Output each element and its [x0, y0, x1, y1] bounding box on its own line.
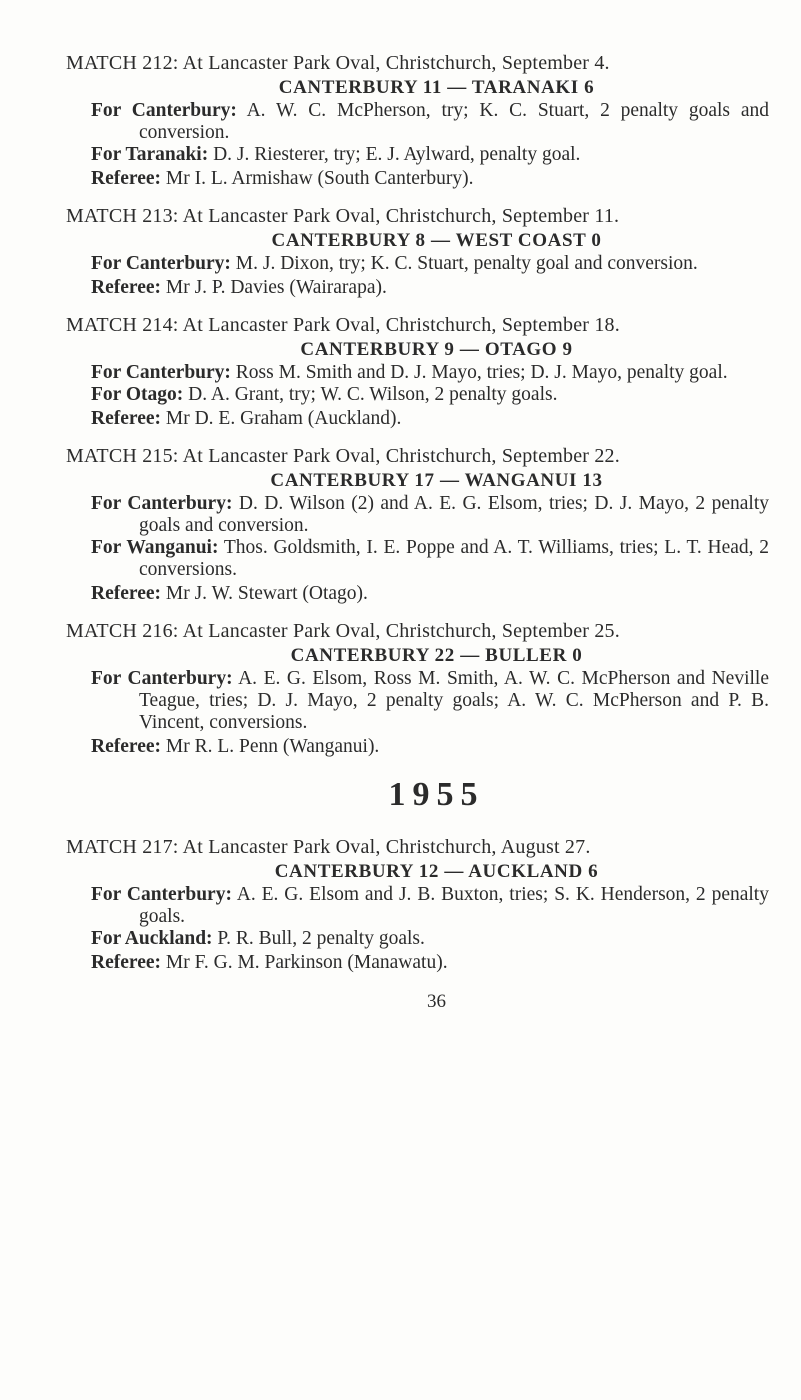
scorers-entry	[66, 537, 769, 581]
referee-name: Mr I. L. Armishaw (South Canterbury).	[165, 168, 474, 189]
team-label: For Canterbury:	[91, 253, 231, 274]
scorers-entry	[66, 144, 769, 166]
match-result: CANTERBURY 22 — BULLER 0	[290, 645, 583, 666]
referee-label: Referee:	[91, 952, 161, 973]
referee-label: Referee:	[91, 736, 161, 757]
team-label: For Taranaki:	[91, 144, 209, 165]
scorers-text: D. D. Wilson (2) and A. E. G. Elsom, tries; D. J. Mayo, 2 penalty goals and conversion.	[139, 493, 769, 536]
team-label: For Canterbury:	[91, 362, 231, 383]
scorers-entry	[66, 100, 769, 144]
year-heading: 1955	[388, 776, 485, 813]
match-result: CANTERBURY 8 — WEST COAST 0	[271, 230, 602, 251]
referee-line	[66, 583, 769, 605]
referee-line	[66, 736, 769, 758]
match-header: MATCH 216: At Lancaster Park Oval, Christchurch, September 25.	[66, 620, 620, 642]
scorers-entry	[66, 884, 769, 928]
match-header: MATCH 213: At Lancaster Park Oval, Christchurch, September 11.	[66, 205, 620, 227]
match-header: MATCH 214: At Lancaster Park Oval, Christchurch, September 18.	[66, 314, 620, 336]
referee-label: Referee:	[91, 277, 161, 298]
page-number: 36	[427, 991, 446, 1012]
team-label: For Canterbury:	[91, 668, 233, 689]
referee-label: Referee:	[91, 583, 161, 604]
referee-line	[66, 952, 769, 974]
scorers-entry	[66, 253, 769, 275]
scorers-text: D. A. Grant, try; W. C. Wilson, 2 penalty goals.	[188, 384, 558, 405]
team-label: For Otago:	[91, 384, 184, 405]
scorers-text: A. E. G. Elsom and J. B. Buxton, tries; S. K. Henderson, 2 penalty goals.	[139, 884, 769, 927]
scorers-text: D. J. Riesterer, try; E. J. Aylward, penalty goal.	[213, 144, 581, 165]
referee-line	[66, 277, 769, 299]
scorers-text: Ross M. Smith and D. J. Mayo, tries; D. J. Mayo, penalty goal.	[235, 362, 728, 383]
team-label: For Canterbury:	[91, 884, 232, 905]
match-result: CANTERBURY 11 — TARANAKI 6	[278, 77, 595, 98]
referee-name: Mr F. G. M. Parkinson (Manawatu).	[165, 952, 448, 973]
scorers-text: A. E. G. Elsom, Ross M. Smith, A. W. C. McPherson and Neville Teague, tries; D. J. Mayo, 2 penalty goals; A. W. C. McPherson and P. B. Vincent, conversions.	[139, 668, 769, 733]
match-record	[66, 314, 769, 430]
match-record	[66, 445, 769, 605]
referee-label: Referee:	[91, 408, 161, 429]
match-result: CANTERBURY 17 — WANGANUI 13	[270, 470, 603, 491]
referee-name: Mr J. W. Stewart (Otago).	[165, 583, 368, 604]
team-label: For Auckland:	[91, 928, 213, 949]
scorers-text: M. J. Dixon, try; K. C. Stuart, penalty goal and conversion.	[235, 253, 698, 274]
scorers-text: P. R. Bull, 2 penalty goals.	[217, 928, 425, 949]
referee-name: Mr J. P. Davies (Wairarapa).	[165, 277, 387, 298]
match-header: MATCH 217: At Lancaster Park Oval, Christchurch, August 27.	[66, 836, 591, 858]
match-record	[66, 52, 769, 190]
team-label: For Wanganui:	[91, 537, 219, 558]
scorers-entry	[66, 928, 769, 950]
referee-name: Mr D. E. Graham (Auckland).	[165, 408, 402, 429]
scorers-entry	[66, 668, 769, 734]
match-result: CANTERBURY 9 — OTAGO 9	[300, 339, 573, 360]
scorers-text: A. W. C. McPherson, try; K. C. Stuart, 2 penalty goals and conversion.	[139, 100, 769, 143]
match-record	[66, 836, 769, 974]
referee-line	[66, 168, 769, 190]
match-record	[66, 205, 769, 299]
scorers-text: Thos. Goldsmith, I. E. Poppe and A. T. Williams, tries; L. T. Head, 2 conversions.	[139, 537, 770, 580]
scorers-entry	[66, 362, 769, 384]
referee-name: Mr R. L. Penn (Wanganui).	[165, 736, 380, 757]
match-record	[66, 620, 769, 758]
match-header: MATCH 212: At Lancaster Park Oval, Christchurch, September 4.	[66, 52, 610, 74]
scorers-entry	[66, 493, 769, 537]
match-result: CANTERBURY 12 — AUCKLAND 6	[274, 861, 599, 882]
team-label: For Canterbury:	[91, 493, 233, 514]
scorers-entry	[66, 384, 769, 406]
match-header: MATCH 215: At Lancaster Park Oval, Christchurch, September 22.	[66, 445, 620, 467]
referee-line	[66, 408, 769, 430]
team-label: For Canterbury:	[91, 100, 237, 121]
referee-label: Referee:	[91, 168, 161, 189]
